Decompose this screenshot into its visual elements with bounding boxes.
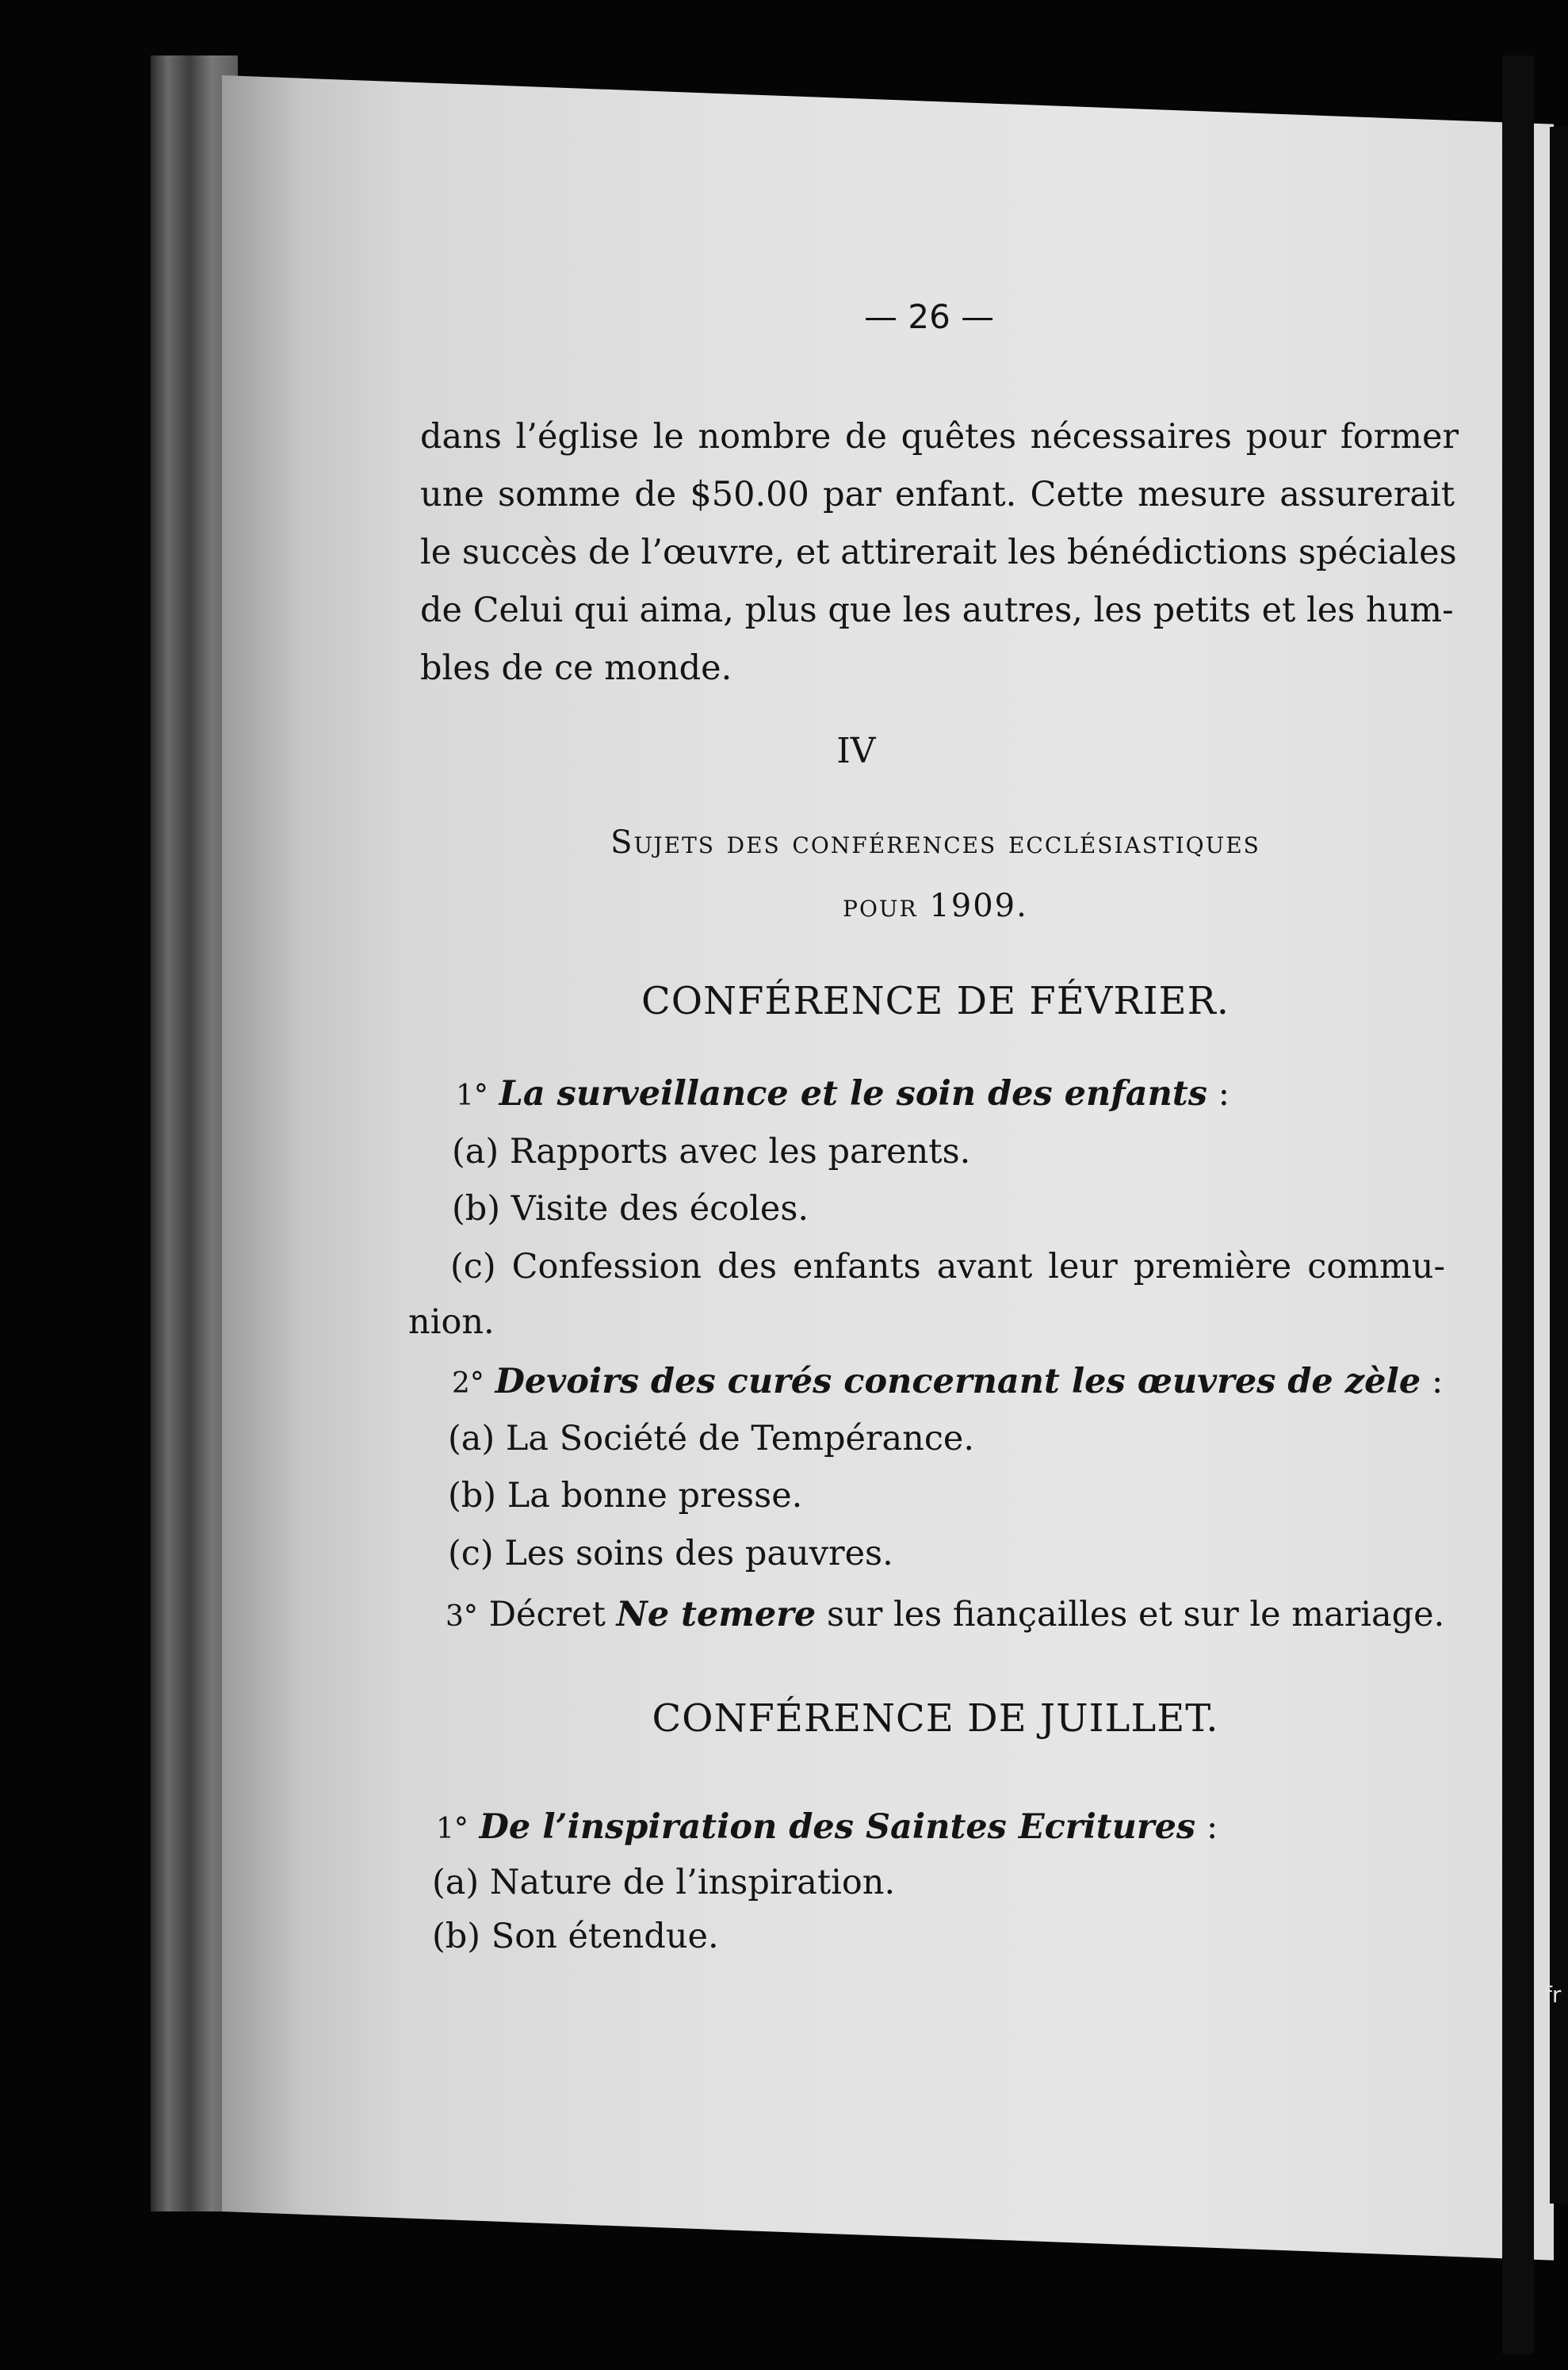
february-item-3: [446, 1595, 1444, 1634]
item-suffix: :: [1431, 1362, 1444, 1401]
item-text: La bonne presse.: [507, 1476, 803, 1516]
item-marker: (a): [448, 1419, 495, 1458]
item-text: Nature de l’inspiration.: [489, 1863, 896, 1902]
february-item-1: [456, 1074, 1230, 1114]
item-text: Rapports avec les parents.: [509, 1132, 971, 1172]
item-suffix: :: [1218, 1074, 1230, 1114]
item-marker: (b): [452, 1189, 501, 1229]
item-text: La surveillance et le soin des enfants: [499, 1074, 1207, 1114]
item-marker: 1°: [456, 1080, 488, 1112]
item-marker: 3°: [446, 1600, 478, 1633]
july-item-1: [436, 1807, 1218, 1847]
page-number: — 26 —: [864, 297, 995, 336]
item-text-post: sur les fiançailles et sur le mariage.: [826, 1595, 1445, 1634]
july-item-1a: [432, 1863, 895, 1902]
conference-february-title: CONFÉRENCE DE FÉVRIER.: [641, 979, 1230, 1023]
february-item-2a: [448, 1419, 974, 1458]
february-item-2c: [448, 1534, 893, 1573]
item-text-pre: Décret: [488, 1595, 606, 1634]
february-item-1b: [452, 1189, 809, 1229]
february-item-2b: [448, 1476, 802, 1516]
paragraph-line-2: une somme de $50.00 par enfant. Cette mesure assurerait: [420, 475, 1455, 514]
paragraph-line-4: de Celui qui aima, plus que les autres, les petits et les hum-: [420, 591, 1454, 630]
conference-july-title: CONFÉRENCE DE JUILLET.: [652, 1696, 1219, 1741]
february-item-1c: [450, 1247, 1445, 1286]
section-title-line-1: Sujets des conférences ecclésiastiques: [610, 824, 1260, 861]
paragraph-line-3: le succès de l’œuvre, et attirerait les bénédictions spéciales: [420, 533, 1457, 572]
item-text: De l’inspiration des Saintes Ecritures: [479, 1807, 1196, 1847]
july-item-1b: [432, 1917, 719, 1956]
february-item-1a: [452, 1132, 970, 1172]
february-item-1c-continued: nion.: [408, 1302, 495, 1342]
item-text: Les soins des pauvres.: [504, 1534, 893, 1573]
paragraph-line-5: bles de ce monde.: [420, 648, 732, 688]
item-text-italic: Ne temere: [616, 1595, 817, 1634]
section-title-line-2: pour 1909.: [843, 888, 1028, 924]
paragraph-line-1: dans l’église le nombre de quêtes nécessaires pour former: [420, 417, 1459, 457]
item-marker: (b): [432, 1917, 481, 1956]
item-marker: 2°: [452, 1367, 484, 1400]
item-marker: (c): [450, 1247, 496, 1286]
item-marker: (c): [448, 1534, 494, 1573]
item-marker: (a): [432, 1863, 480, 1902]
margin-fragment: fr: [1544, 1982, 1562, 2008]
item-text: Son étendue.: [491, 1917, 719, 1956]
section-number: IV: [836, 731, 876, 771]
item-text: Devoirs des curés concernant les œuvres de zèle: [495, 1362, 1421, 1401]
item-marker: 1°: [436, 1813, 468, 1845]
item-suffix: :: [1206, 1807, 1218, 1847]
item-marker: (b): [448, 1476, 497, 1516]
item-text: Visite des écoles.: [511, 1189, 809, 1229]
february-item-2: [452, 1362, 1443, 1401]
item-marker: (a): [452, 1132, 499, 1172]
item-text: Confession des enfants avant leur première commu-: [511, 1247, 1445, 1286]
item-text: La Société de Tempérance.: [505, 1419, 975, 1458]
